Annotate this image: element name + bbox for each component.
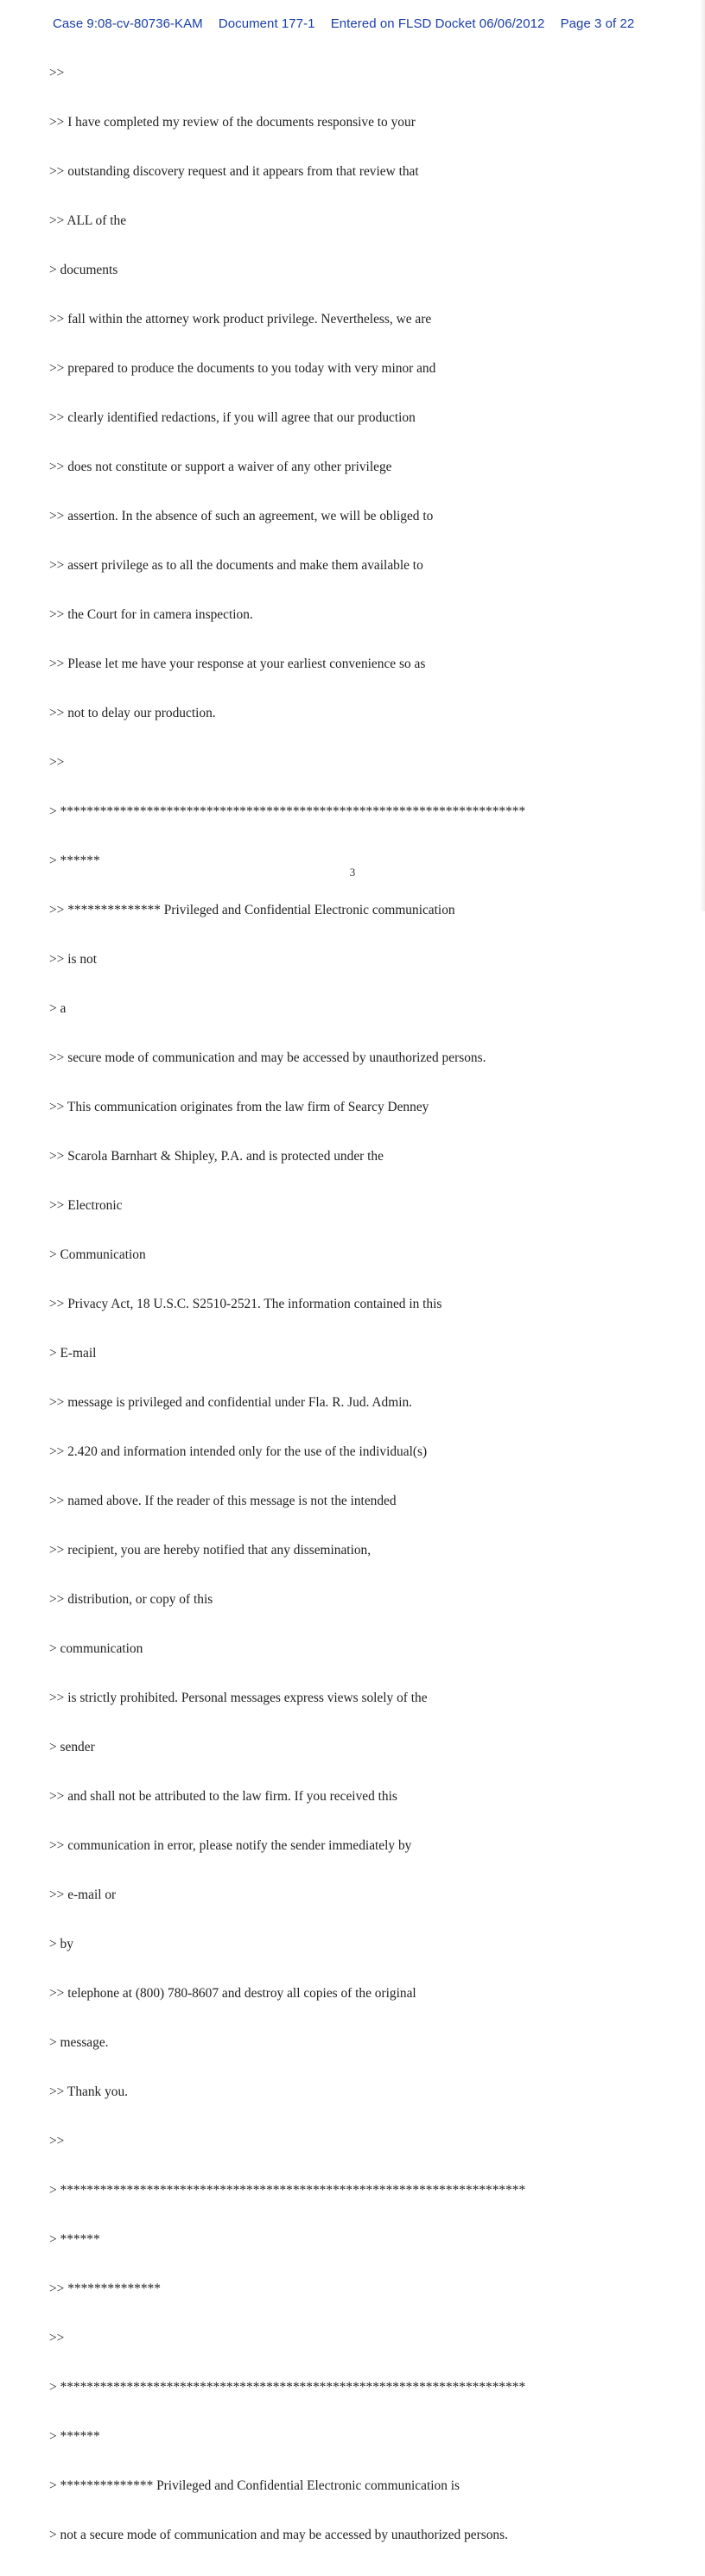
text-line: > by (49, 1937, 73, 1951)
text-line: >> named above. If the reader of this message is not the intended (49, 1494, 397, 1508)
text-line: >> Thank you. (49, 2084, 129, 2099)
separator-line: > ****** (49, 2429, 100, 2444)
text-line: >> and shall not be attributed to the law firm. If you received this (49, 1789, 397, 1804)
text-line: >> recipient, you are hereby notified that any dissemination, (49, 1543, 372, 1558)
text-line: >> does not constitute or support a waiver of any other privilege (49, 460, 392, 474)
text-line: >> assert privilege as to all the documents and make them available to (49, 558, 423, 573)
separator-line: >> ************** (49, 2281, 161, 2296)
text-line: >> (49, 755, 65, 770)
text-line: >> (49, 66, 65, 80)
separator-line: > ********************************************************************** (49, 2380, 526, 2395)
text-line: > message. (49, 2035, 109, 2050)
text-line: > documents (49, 263, 118, 277)
text-line: >> (49, 2134, 65, 2148)
text-line: >> is not (49, 952, 97, 967)
text-line: >> telephone at (800) 780-8607 and destroy all copies of the original (49, 1986, 416, 2001)
text-line: >> (49, 2331, 65, 2345)
text-line: > sender (49, 1740, 95, 1754)
separator-line: > ****** (49, 2232, 100, 2247)
separator-line: > ****** (49, 853, 100, 868)
text-line: >> 2.420 and information intended only for the use of the individual(s) (49, 1444, 428, 1459)
text-line: > E-mail (49, 1346, 97, 1361)
text-line: >> message is privileged and confidential under Fla. R. Jud. Admin. (49, 1395, 413, 1410)
text-line: > ************** Privileged and Confidential Electronic communication is (49, 2478, 460, 2493)
text-line: >> clearly identified redactions, if you will agree that our production (49, 410, 416, 425)
text-line: >> the Court for in camera inspection. (49, 607, 253, 622)
text-line: >> I have completed my review of the documents responsive to your (49, 115, 416, 130)
text-line: >> outstanding discovery request and it appears from that review that (49, 164, 419, 179)
text-line: > Communication (49, 1247, 146, 1262)
text-line: >> Electronic (49, 1198, 123, 1213)
text-line: >> Privacy Act, 18 U.S.C. S2510-2521. The information contained in this (49, 1297, 442, 1311)
page-number: 3 (349, 866, 356, 879)
text-line: >> secure mode of communication and may be accessed by unauthorized persons. (49, 1050, 486, 1065)
text-line: >> ALL of the (49, 213, 127, 228)
text-line: >> This communication originates from the law firm of Searcy Denney (49, 1100, 429, 1114)
document-number: Document 177-1 (218, 16, 315, 31)
text-line: > not a secure mode of communication and may be accessed by unauthorized persons. (49, 2528, 508, 2542)
case-number: Case 9:08-cv-80736-KAM (53, 16, 203, 31)
text-line: >> Please let me have your response at your earliest convenience so as (49, 657, 426, 671)
text-line: >> not to delay our production. (49, 706, 216, 720)
text-line: >> ************** Privileged and Confidential Electronic communication (49, 903, 455, 917)
separator-line: > ********************************************************************** (49, 804, 526, 819)
text-line: >> fall within the attorney work product privilege. Nevertheless, we are (49, 312, 432, 327)
text-line: >> is strictly prohibited. Personal messages express views solely of the (49, 1691, 428, 1705)
scan-edge-shadow (700, 0, 705, 911)
text-line: >> prepared to produce the documents to you today with very minor and (49, 361, 436, 376)
text-line: >> Scarola Barnhart & Shipley, P.A. and is protected under the (49, 1149, 384, 1164)
text-line: >> assertion. In the absence of such an agreement, we will be obliged to (49, 509, 434, 523)
docket-header (53, 16, 634, 31)
text-line: >> communication in error, please notify the sender immediately by (49, 1838, 412, 1853)
text-line: >> distribution, or copy of this (49, 1592, 213, 1607)
separator-line: > ********************************************************************** (49, 2183, 526, 2198)
text-line: > communication (49, 1641, 143, 1656)
docket-entry: Entered on FLSD Docket 06/06/2012 (330, 16, 545, 31)
email-body (49, 32, 525, 2576)
page-indicator: Page 3 of 22 (560, 16, 635, 31)
text-line: > a (49, 1001, 67, 1016)
text-line: >> e-mail or (49, 1888, 117, 1902)
